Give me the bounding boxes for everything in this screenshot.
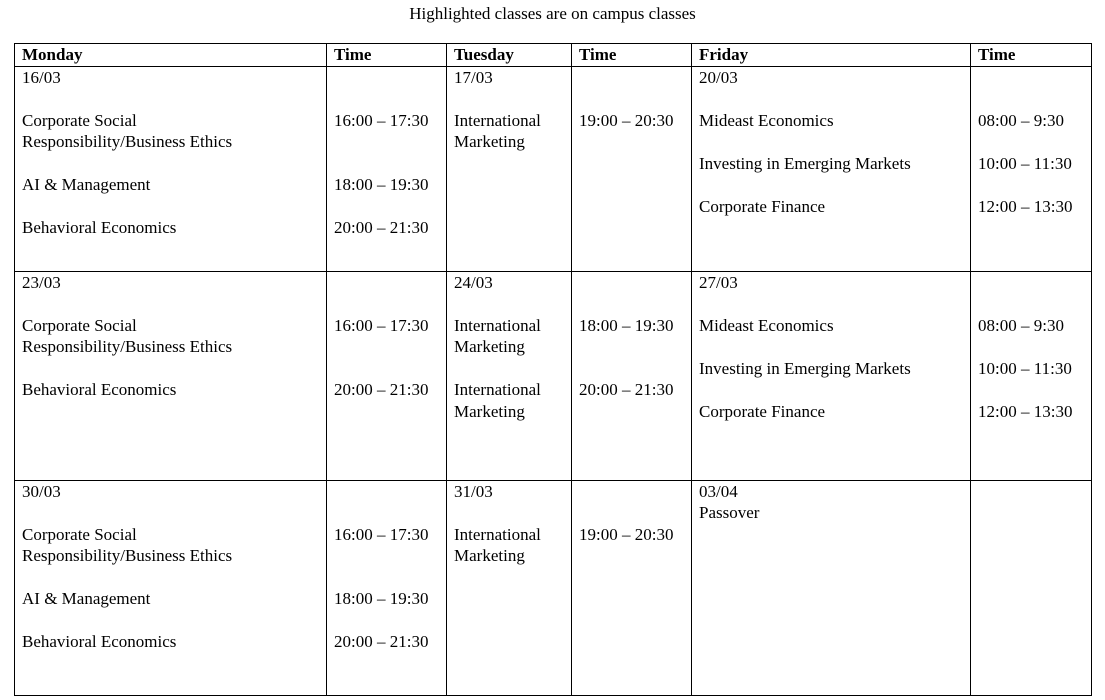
tuesday-cell: [447, 271, 572, 480]
cell-line: [22, 567, 319, 589]
cell-line: Behavioral Economics: [22, 218, 177, 237]
cell-line: [978, 131, 1084, 153]
cell-line: [579, 481, 684, 503]
cell-line: [978, 336, 1084, 358]
cell-line: 16:00 – 17:30: [334, 315, 429, 335]
cell-line: 20:00 – 21:30: [334, 632, 429, 651]
cell-line: 03/04: [699, 481, 738, 501]
cell-line: International: [454, 380, 541, 399]
cell-line: [978, 272, 1084, 294]
cell-line: [699, 293, 963, 315]
monday-cell: [15, 271, 327, 480]
cell-line: [978, 379, 1084, 401]
cell-line: Corporate Social: [22, 315, 137, 335]
cell-line: 18:00 – 19:30: [334, 589, 429, 608]
friday-time-cell: [971, 66, 1092, 271]
cell-line: 08:00 – 9:30: [978, 110, 1064, 130]
cell-line: 20:00 – 21:30: [334, 218, 429, 237]
tuesday-time-cell: [572, 271, 692, 480]
friday-time-cell: [971, 480, 1092, 695]
cell-line: [334, 88, 439, 110]
cell-line: [334, 131, 439, 153]
cell-line: [579, 336, 684, 358]
table-row: [15, 271, 1092, 480]
cell-line: Behavioral Economics: [22, 632, 177, 651]
cell-line: International: [454, 110, 541, 130]
cell-line: [334, 272, 439, 294]
cell-line: [579, 293, 684, 315]
cell-line: [454, 88, 564, 110]
cell-line: Responsibility/Business Ethics: [22, 546, 233, 565]
cell-line: Corporate Social: [22, 110, 137, 130]
cell-line: 19:00 – 20:30: [579, 110, 674, 130]
cell-line: Marketing: [454, 132, 525, 151]
header-monday: Monday: [15, 44, 327, 67]
page-title: Highlighted classes are on campus classes: [409, 4, 696, 23]
tuesday-time-cell: [572, 480, 692, 695]
cell-line: [334, 336, 439, 358]
cell-line: Mideast Economics: [699, 315, 834, 335]
cell-line: Corporate Finance: [699, 196, 826, 216]
cell-line: 12:00 – 13:30: [978, 196, 1073, 216]
header-tuesday: Tuesday: [447, 44, 572, 67]
cell-line: [22, 88, 319, 110]
cell-line: Passover: [699, 503, 760, 522]
cell-line: [699, 88, 963, 110]
cell-line: [579, 67, 684, 89]
cell-line: [334, 502, 439, 524]
table-row: [15, 480, 1092, 695]
cell-line: [579, 502, 684, 524]
cell-line: [454, 293, 564, 315]
cell-line: [22, 358, 319, 380]
header-time: Time: [327, 44, 447, 67]
cell-line: [334, 545, 439, 567]
cell-line: Responsibility/Business Ethics: [22, 132, 233, 151]
cell-line: 23/03: [22, 272, 61, 292]
tuesday-time-cell: [572, 66, 692, 271]
table-row: [15, 66, 1092, 271]
cell-line: [579, 358, 684, 380]
header-time: Time: [971, 44, 1092, 67]
cell-line: Investing in Emerging Markets: [699, 358, 911, 378]
monday-time-cell: [327, 271, 447, 480]
cell-line: 20:00 – 21:30: [579, 380, 674, 399]
cell-line: [699, 379, 963, 401]
cell-line: [699, 131, 963, 153]
cell-line: 20:00 – 21:30: [334, 380, 429, 399]
cell-line: 08:00 – 9:30: [978, 315, 1064, 335]
cell-line: 12:00 – 13:30: [978, 401, 1073, 421]
cell-line: Marketing: [454, 546, 525, 565]
cell-line: [22, 610, 319, 632]
cell-line: [699, 174, 963, 196]
cell-line: [22, 196, 319, 218]
cell-line: 18:00 – 19:30: [334, 175, 429, 194]
tuesday-cell: [447, 480, 572, 695]
cell-line: [334, 481, 439, 503]
cell-line: 16:00 – 17:30: [334, 524, 429, 544]
cell-line: Investing in Emerging Markets: [699, 153, 911, 173]
monday-time-cell: [327, 66, 447, 271]
cell-line: [454, 358, 564, 380]
cell-line: [22, 293, 319, 315]
cell-line: Responsibility/Business Ethics: [22, 337, 233, 356]
cell-line: AI & Management: [22, 175, 151, 194]
cell-line: [334, 567, 439, 589]
cell-line: [978, 88, 1084, 110]
cell-line: 30/03: [22, 481, 61, 501]
cell-line: Mideast Economics: [699, 110, 834, 130]
cell-line: [699, 336, 963, 358]
cell-line: International: [454, 524, 541, 544]
header-row: [15, 44, 1092, 67]
header-time: Time: [572, 44, 692, 67]
cell-line: 20/03: [699, 67, 738, 87]
cell-line: [978, 293, 1084, 315]
cell-line: [334, 153, 439, 175]
cell-line: 31/03: [454, 481, 493, 501]
header-friday: Friday: [692, 44, 971, 67]
cell-line: [334, 196, 439, 218]
cell-line: [334, 358, 439, 380]
cell-line: Marketing: [454, 337, 525, 356]
monday-cell: [15, 66, 327, 271]
cell-line: 16/03: [22, 67, 61, 87]
monday-time-cell: [327, 480, 447, 695]
schedule-table: [14, 43, 1092, 696]
cell-line: 16:00 – 17:30: [334, 110, 429, 130]
cell-line: [22, 502, 319, 524]
friday-cell: [692, 480, 971, 695]
friday-cell: [692, 271, 971, 480]
cell-line: [579, 272, 684, 294]
friday-cell: [692, 66, 971, 271]
cell-line: 24/03: [454, 272, 493, 292]
cell-line: International: [454, 315, 541, 335]
tuesday-cell: [447, 66, 572, 271]
cell-line: [454, 502, 564, 524]
cell-line: [334, 67, 439, 89]
cell-line: [334, 293, 439, 315]
cell-line: 27/03: [699, 272, 738, 292]
cell-line: [579, 88, 684, 110]
cell-line: Marketing: [454, 401, 525, 421]
cell-line: Corporate Finance: [699, 401, 826, 421]
cell-line: 10:00 – 11:30: [978, 153, 1072, 173]
cell-line: 18:00 – 19:30: [579, 315, 674, 335]
cell-line: AI & Management: [22, 589, 151, 608]
friday-time-cell: [971, 271, 1092, 480]
cell-line: 10:00 – 11:30: [978, 358, 1072, 378]
cell-line: 19:00 – 20:30: [579, 524, 674, 544]
cell-line: 17/03: [454, 67, 493, 87]
cell-line: Behavioral Economics: [22, 380, 177, 399]
monday-cell: [15, 480, 327, 695]
cell-line: [978, 67, 1084, 89]
cell-line: [978, 174, 1084, 196]
cell-line: Corporate Social: [22, 524, 137, 544]
cell-line: [22, 153, 319, 175]
cell-line: [334, 610, 439, 632]
